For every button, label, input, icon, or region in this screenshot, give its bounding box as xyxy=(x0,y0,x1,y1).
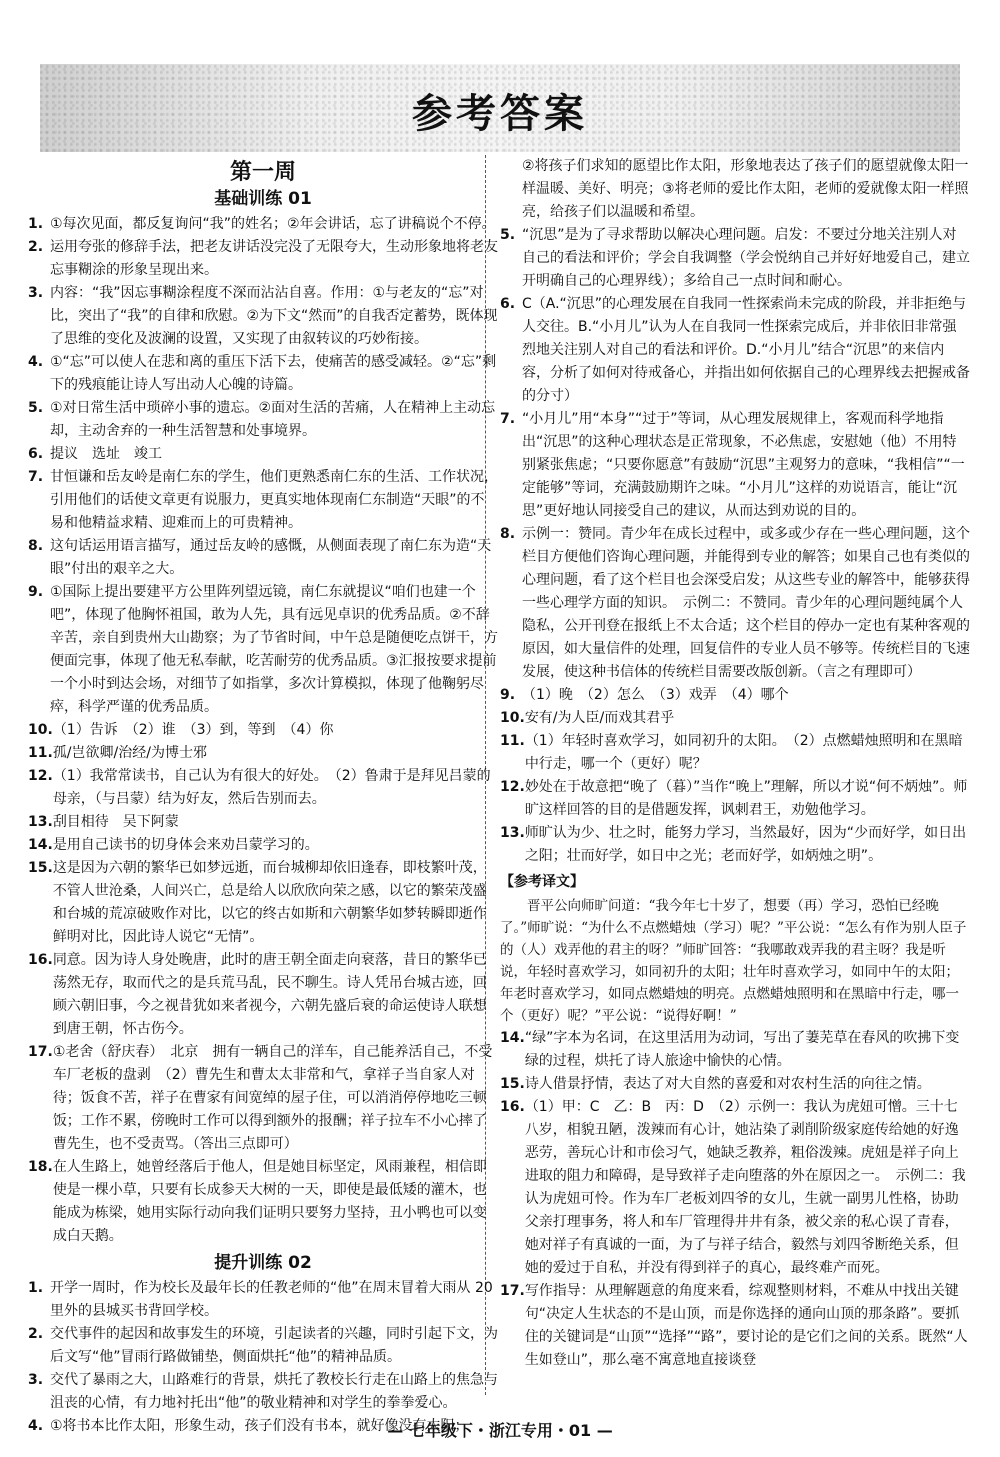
answer-number: 11. xyxy=(500,733,525,749)
answer-item xyxy=(28,719,498,742)
answer-item xyxy=(28,834,498,857)
section-title: 基础训练 01 xyxy=(214,189,312,209)
answer-item xyxy=(28,443,498,466)
answer-number: 10. xyxy=(500,710,525,726)
answer-text: （1）甲：C 乙：B 丙：D （2）示例一：我认为虎妞可憎。三十七八岁，相貌丑陋，泼辣而有心计，她沾染了剥削阶级家庭传给她的好逸恶劳，善玩心计和市侩习气，她缺乏教养，粗俗泼辣。虎妞是祥子向上进取的阻力和障碍，是导致祥子走向堕落的外在原因之一。 示例二：我认为虎妞可怜。作为车厂老板刘四爷的女儿，生就一副男儿性格，协助父亲打理事务，将人和车厂管理得井井有条，被父亲的私心误了青春，她对祥子有真诚的一面，为了与祥子结合，毅然与刘四爷断绝关系，但她的爱过于自私，并没有得到祥子的真心，最终难产而死。 xyxy=(524,1099,966,1276)
answer-text: ①每次见面，都反复询问“我”的姓名；②年会讲话，忘了讲稿说个不停。 xyxy=(50,216,496,232)
answer-text: 运用夸张的修辞手法，把老友讲话没完没了无限夸大，生动形象地将老友忘事糊涂的形象呈现出来。 xyxy=(50,239,498,278)
answer-number: 13. xyxy=(28,814,53,830)
right-column xyxy=(500,155,970,1372)
answer-text: “绿”字本为名词，在这里活用为动词，写出了萋芜草在春风的吹拂下变绿的过程，烘托了诗人旅途中愉快的心情。 xyxy=(524,1030,960,1069)
left-sections xyxy=(28,188,498,1438)
answer-number: 13. xyxy=(500,825,525,841)
answer-item xyxy=(500,523,970,684)
answer-number: 18. xyxy=(28,1159,53,1175)
answer-number: 8. xyxy=(28,538,44,554)
answer-text: 是用自己读书的切身体会来劝吕蒙学习的。 xyxy=(52,837,319,853)
answer-text: ①“忘”可以使人在悲和离的重压下活下去，使痛苦的感受减轻。②“忘”剩下的残痕能让诗人写出动人心魄的诗篇。 xyxy=(50,354,497,393)
reference-translation: 晋平公向师旷问道：“我今年七十岁了，想要（再）学习，恐怕已经晚了。”师旷说：“为什么不点燃蜡烛（学习）呢？”平公说：“怎么有作为别人臣子的（人）戏弄他的君主的呀？”师旷回答：“我哪敢戏弄我的君主呀？我是听说，年轻时喜欢学习，如同初升的太阳；壮年时喜欢学习，如同中午的太阳；年老时喜欢学习，如同点燃蜡烛的明亮。点燃蜡烛照明和在黑暗中行走，哪一个（更好）呢？”平公说：“说得好啊！” xyxy=(500,898,967,1024)
answer-text: 这是因为六朝的繁华已如梦远逝，而台城柳却依旧逢春，即枝繁叶茂，不管人世沧桑，人间兴亡，总是给人以欣欣向荣之感，以它的繁荣茂盛和台城的荒凉破败作对比，以它的终古如斯和六朝繁华如梦转瞬即逝作鲜明对比，因此诗人说它“无情”。 xyxy=(52,860,487,945)
answer-text: 内容：“我”因忘事糊涂程度不深而沾沾自喜。作用：①与老友的“忘”对比，突出了“我”的自律和欣慰。②为下文“然而”的自我否定蓄势，既体现了思维的变化及波澜的设置，又实现了由叙转议的巧妙衔接。 xyxy=(50,285,498,347)
answer-text: 孤/岂欲卿/治经/为博士邪 xyxy=(52,745,207,761)
left-column xyxy=(28,155,498,1438)
reference-translation-label: 【参考译文】 xyxy=(500,874,584,890)
answer-number: 15. xyxy=(500,1076,525,1092)
answer-text: ①将书本比作太阳，形象生动，孩子们没有书本，就好像没有太阳； xyxy=(50,1418,469,1434)
answer-number: 6. xyxy=(28,446,44,462)
answer-item xyxy=(28,949,498,1041)
answer-number: 15. xyxy=(28,860,53,876)
answer-item xyxy=(28,581,498,719)
answer-number: 9. xyxy=(28,584,44,600)
answer-text: （1）我常常读书，自己认为有很大的好处。 （2）鲁肃于是拜见吕蒙的母亲，（与吕蒙）结为好友，然后告别而去。 xyxy=(52,768,491,807)
right-items-b xyxy=(500,1027,970,1372)
answer-item xyxy=(28,811,498,834)
answer-item xyxy=(28,1369,498,1415)
answer-item xyxy=(28,213,498,236)
answer-text: 提议 选址 竣工 xyxy=(50,446,162,462)
answer-text: 同意。因为诗人身处晚唐，此时的唐王朝全面走向衰落，昔日的繁华已荡然无存，取而代之的是兵荒马乱，民不聊生。诗人凭吊台城古迹，回顾六朝旧事，今之视昔犹如来者视今，六朝先盛后衰的命运使诗人联想到唐王朝，怀古伤今。 xyxy=(52,952,487,1037)
answer-item xyxy=(28,742,498,765)
answer-item xyxy=(28,1041,498,1156)
answer-number: 17. xyxy=(500,1283,525,1299)
answer-item xyxy=(500,684,970,707)
answer-item xyxy=(28,1323,498,1369)
answer-item xyxy=(28,282,498,351)
answer-text: ②将孩子们求知的愿望比作太阳，形象地表达了孩子们的愿望就像太阳一样温暖、美好、明亮；③将老师的爱比作太阳，老师的爱就像太阳一样照亮，给孩子们以温暖和希望。 xyxy=(522,158,969,220)
answer-number: 4. xyxy=(28,354,44,370)
answer-text: （1）晚 （2）怎么 （3）戏弄 （4）哪个 xyxy=(522,687,789,703)
answer-item xyxy=(500,155,970,224)
title-banner xyxy=(40,64,960,152)
answer-number: 1. xyxy=(28,216,44,232)
answer-number: 7. xyxy=(28,469,44,485)
answer-item xyxy=(500,1096,970,1280)
answer-number: 5. xyxy=(500,227,516,243)
answer-item xyxy=(28,236,498,282)
answer-number: 10. xyxy=(28,722,53,738)
answer-item xyxy=(28,397,498,443)
answer-number: 17. xyxy=(28,1044,53,1060)
answer-text: ①国际上提出要建平方公里阵列望远镜，南仁东就提议“咱们也建一个吧”，体现了他胸怀祖国，敢为人先，具有远见卓识的优秀品质。②不辞辛苦，亲自到贵州大山勘察；为了节省时间，中午总是随便吃点饼干，方便面完事，体现了他无私奉献，吃苦耐劳的优秀品质。③汇报按要求提前一个小时到达会场，对细节了如指掌，多次计算模拟，体现了他鞠躬尽瘁，科学严谨的优秀品质。 xyxy=(50,584,498,715)
page-title: 参考答案 xyxy=(412,90,588,137)
answer-number: 8. xyxy=(500,526,516,542)
answer-number: 12. xyxy=(500,779,525,795)
answer-text: 交代事件的起因和故事发生的环境，引起读者的兴趣，同时引起下文，为后文写“他”冒雨行路做铺垫，侧面烘托“他”的精神品质。 xyxy=(50,1326,498,1365)
answer-item xyxy=(28,351,498,397)
answer-item xyxy=(28,765,498,811)
answer-item xyxy=(28,466,498,535)
answer-number: 4. xyxy=(28,1418,44,1434)
answer-number: 14. xyxy=(28,837,53,853)
answer-text: 安有/为人臣/而戏其君乎 xyxy=(524,710,675,726)
answer-number: 6. xyxy=(500,296,516,312)
answer-number: 11. xyxy=(28,745,53,761)
answer-number: 12. xyxy=(28,768,53,784)
answer-item xyxy=(500,293,970,408)
answer-number: 1. xyxy=(28,1280,44,1296)
answer-number: 16. xyxy=(28,952,53,968)
answer-text: C（A.“沉思”的心理发展在自我同一性探索尚未完成的阶段，并非拒绝与人交往。B.“小月儿”认为人在自我同一性探索完成后，并非依旧非常强烈地关注别人对自己的看法和评价。D.“小月儿”结合“沉思”的来信内容，分析了如何对待戒备心，并指出如何依据自己的心理界线去把握戒备的分寸） xyxy=(522,296,970,404)
answer-number: 5. xyxy=(28,400,44,416)
answer-item xyxy=(28,1277,498,1323)
section-title: 提升训练 02 xyxy=(214,1253,312,1273)
answer-item xyxy=(500,822,970,868)
answer-text: 这句话运用语言描写，通过岳友岭的感慨，从侧面表现了南仁东为造“天眼”付出的艰辛之大。 xyxy=(50,538,492,577)
answer-item xyxy=(28,1156,498,1248)
answer-item xyxy=(500,408,970,523)
answer-item xyxy=(28,535,498,581)
answer-number: 16. xyxy=(500,1099,525,1115)
answer-number: 3. xyxy=(28,285,44,301)
answer-text: 甘恒谦和岳友岭是南仁东的学生，他们更熟悉南仁东的生活、工作状况，引用他们的话使文章更有说服力，更真实地体现南仁东制造“天眼”的不易和他精益求精、迎难而上的可贵精神。 xyxy=(50,469,498,531)
answer-item xyxy=(500,1027,970,1073)
answer-text: 妙处在于故意把“晚了（暮）”当作“晚上”理解，所以才说“何不炳烛”。师旷这样回答的目的是借题发挥，讽刺君王，劝勉他学习。 xyxy=(524,779,968,818)
page-footer: — 七年级下・浙江专用・01 — xyxy=(387,1421,613,1440)
answer-text: 刮目相待 吴下阿蒙 xyxy=(52,814,179,830)
answer-text: 写作指导：从理解题意的角度来看，综观整则材料，不难从中找出关键句“决定人生状态的不是山顶，而是你选择的通向山顶的那条路”。要抓住的关键词是“山顶”“选择”“路”，要讨论的是它们之间的关系。既然“人生如登山”，那么毫不寓意地直接谈登 xyxy=(524,1283,968,1368)
answer-text: 交代了暴雨之大，山路难行的背景，烘托了教校长行走在山路上的焦急与沮丧的心情，有力地衬托出“他”的敬业精神和对学生的拳拳爱心。 xyxy=(50,1372,498,1411)
answer-text: 示例一：赞同。青少年在成长过程中，或多或少存在一些心理问题，这个栏目方便他们咨询心理问题，并能得到专业的解答；如果自己也有类似的心理问题，看了这个栏目也会深受启发；从这些专业的解答中，能够获得一些心理学方面的知识。 示例二：不赞同。青少年的心理问题纯属个人隐私，公开刊登在报纸上不太合适；这个栏目的停办一定也有某种客观的原因，如大量信件的处理，回复信件的专业人员不够等。传统栏目的飞速发展，使这种书信体的传统栏目需要改版创新。（言之有理即可） xyxy=(522,526,970,680)
answer-text: ①对日常生活中琐碎小事的遗忘。②面对生活的苦痛，人在精神上主动忘却，主动舍弃的一种生活智慧和处事境界。 xyxy=(50,400,496,439)
answer-number: 9. xyxy=(500,687,516,703)
right-items-a xyxy=(500,155,970,868)
answer-text: “沉思”是为了寻求帮助以解决心理问题。启发：不要过分地关注别人对自己的看法和评价；学会自我调整（学会悦纳自己并好好地爱自己，建立开明确自己的心理界线）；多给自己一点时间和耐心。 xyxy=(522,227,970,289)
answer-text: （1）告诉 （2）谁 （3）到，等到 （4）你 xyxy=(52,722,334,738)
answer-item xyxy=(500,1280,970,1372)
answer-item xyxy=(500,224,970,293)
answer-item xyxy=(500,707,970,730)
answer-text: ①老舍（舒庆春） 北京 拥有一辆自己的洋车，自己能养活自己，不受车厂老板的盘剥 （2）曹先生和曹太太非常和气，拿祥子当自家人对待；饭食不苦，祥子在曹家有间宽绰的屋子住，可以消消停停地吃三顿饭；工作不累，傍晚时工作可以得到额外的报酬；祥子拉车不小心摔了曹先生，也不受责骂。（答出三点即可） xyxy=(52,1044,493,1152)
answer-number: 14. xyxy=(500,1030,525,1046)
answer-number: 7. xyxy=(500,411,516,427)
answer-text: 在人生路上，她曾经落后于他人，但是她目标坚定，风雨兼程，相信即使是一棵小草，只要有长成参天大树的一天，即使是最低矮的灌木，也能成为栋梁，她用实际行动向我们证明只要努力坚持，丑小鸭也可以变成白天鹅。 xyxy=(52,1159,487,1244)
answer-text: “小月儿”用“本身”“过于”等词，从心理发展规律上，客观而科学地指出“沉思”的这种心理状态是正常现象，不必焦虑，安慰她（他）不用特别紧张焦虑；“只要你愿意”有鼓励“沉思”主观努力的意味，“我相信”“一定能够”等词，充满鼓励期许之味。“小月儿”这样的劝说语言，能让“沉思”更好地认同接受自己的建议，从而达到劝说的目的。 xyxy=(522,411,965,519)
answer-item xyxy=(28,857,498,949)
answer-text: （1）年轻时喜欢学习，如同初升的太阳。 （2）点燃蜡烛照明和在黑暗中行走，哪一个（更好）呢？ xyxy=(524,733,963,772)
answer-item xyxy=(500,1073,970,1096)
answer-number: 2. xyxy=(28,239,44,255)
answer-item xyxy=(500,730,970,776)
week-title: 第一周 xyxy=(229,159,296,185)
answer-text: 开学一周时，作为校长及最年长的任教老师的“他”在周末冒着大雨从 20 里外的县城买书背回学校。 xyxy=(50,1280,493,1319)
answer-item xyxy=(500,776,970,822)
answer-number: 3. xyxy=(28,1372,44,1388)
answer-number: 2. xyxy=(28,1326,44,1342)
answer-text: 诗人借景抒情，表达了对大自然的喜爱和对农村生活的向往之情。 xyxy=(524,1076,931,1092)
answer-text: 师旷认为少、壮之时，能努力学习，当然最好，因为“少而好学，如日出之阳；壮而好学，如日中之光；老而好学，如炳烛之明”。 xyxy=(524,825,967,864)
